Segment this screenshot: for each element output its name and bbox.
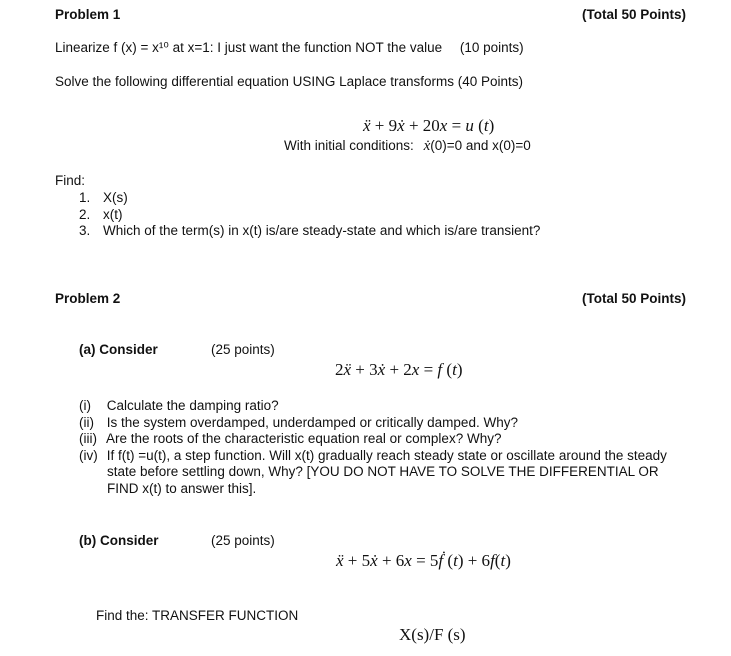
list-item: (iii) Are the roots of the characteristic equation real or complex? Why? <box>79 431 502 446</box>
linearize-text: Linearize f (x) = x¹⁰ at x=1: I just want the function NOT the value <box>55 40 443 55</box>
part-a-questions <box>79 398 719 497</box>
part-b-label: (b) Consider <box>79 533 159 548</box>
linearize-question <box>55 40 524 56</box>
solve-instruction: Solve the following differential equation USING Laplace transforms (40 Points) <box>55 74 523 89</box>
list-item: 3. Which of the term(s) in x(t) is/are steady-state and which is/are transient? <box>79 223 541 238</box>
list-item: (ii) Is the system overdamped, underdamped or critically damped. Why? <box>79 414 518 430</box>
transfer-function-instruction: Find the: TRANSFER FUNCTION <box>96 608 299 623</box>
part-a-label: (a) Consider <box>79 342 158 357</box>
list-item: (iv) If f(t) =u(t), a step function. Will x(t) gradually reach steady state or oscillate around the steady state before settling down, Why? [YOU DO NOT HAVE TO SOLVE THE DIFFERENTIAL OR FIND x(t) to answer this]. <box>79 447 667 496</box>
part-a-points: (25 points) <box>211 342 275 357</box>
list-item: 1. X(s) <box>79 190 128 205</box>
problem1-heading: Problem 1 <box>55 7 121 22</box>
differential-equation-3: ẍ + 5ẋ + 6x = 5ḟ (t) + 6f(t) <box>336 551 511 570</box>
initial-conditions-label: With initial conditions: <box>284 138 414 153</box>
problem1-total-points: (Total 50 Points) <box>582 7 687 22</box>
problem2-heading: Problem 2 <box>55 291 121 306</box>
differential-equation-2: 2ẍ + 3ẋ + 2x = f (t) <box>335 360 463 379</box>
find-label: Find: <box>55 173 86 188</box>
part-b-points: (25 points) <box>211 533 275 548</box>
transfer-function-expression: X(s)/F (s) <box>399 625 466 644</box>
linearize-points: (10 points) <box>459 40 524 55</box>
list-item: (i) Calculate the damping ratio? <box>79 398 279 413</box>
problem2-total-points: (Total 50 Points) <box>582 291 687 306</box>
differential-equation-1: ẍ + 9ẋ + 20x = u (t) <box>363 116 495 135</box>
initial-conditions: With initial conditions: ẋ(0)=0 and x(0)=0 <box>284 138 531 154</box>
find-list <box>79 190 540 240</box>
initial-conditions-values: (0)=0 and x(0)=0 <box>430 138 531 153</box>
list-item: 2. x(t) <box>79 206 123 222</box>
